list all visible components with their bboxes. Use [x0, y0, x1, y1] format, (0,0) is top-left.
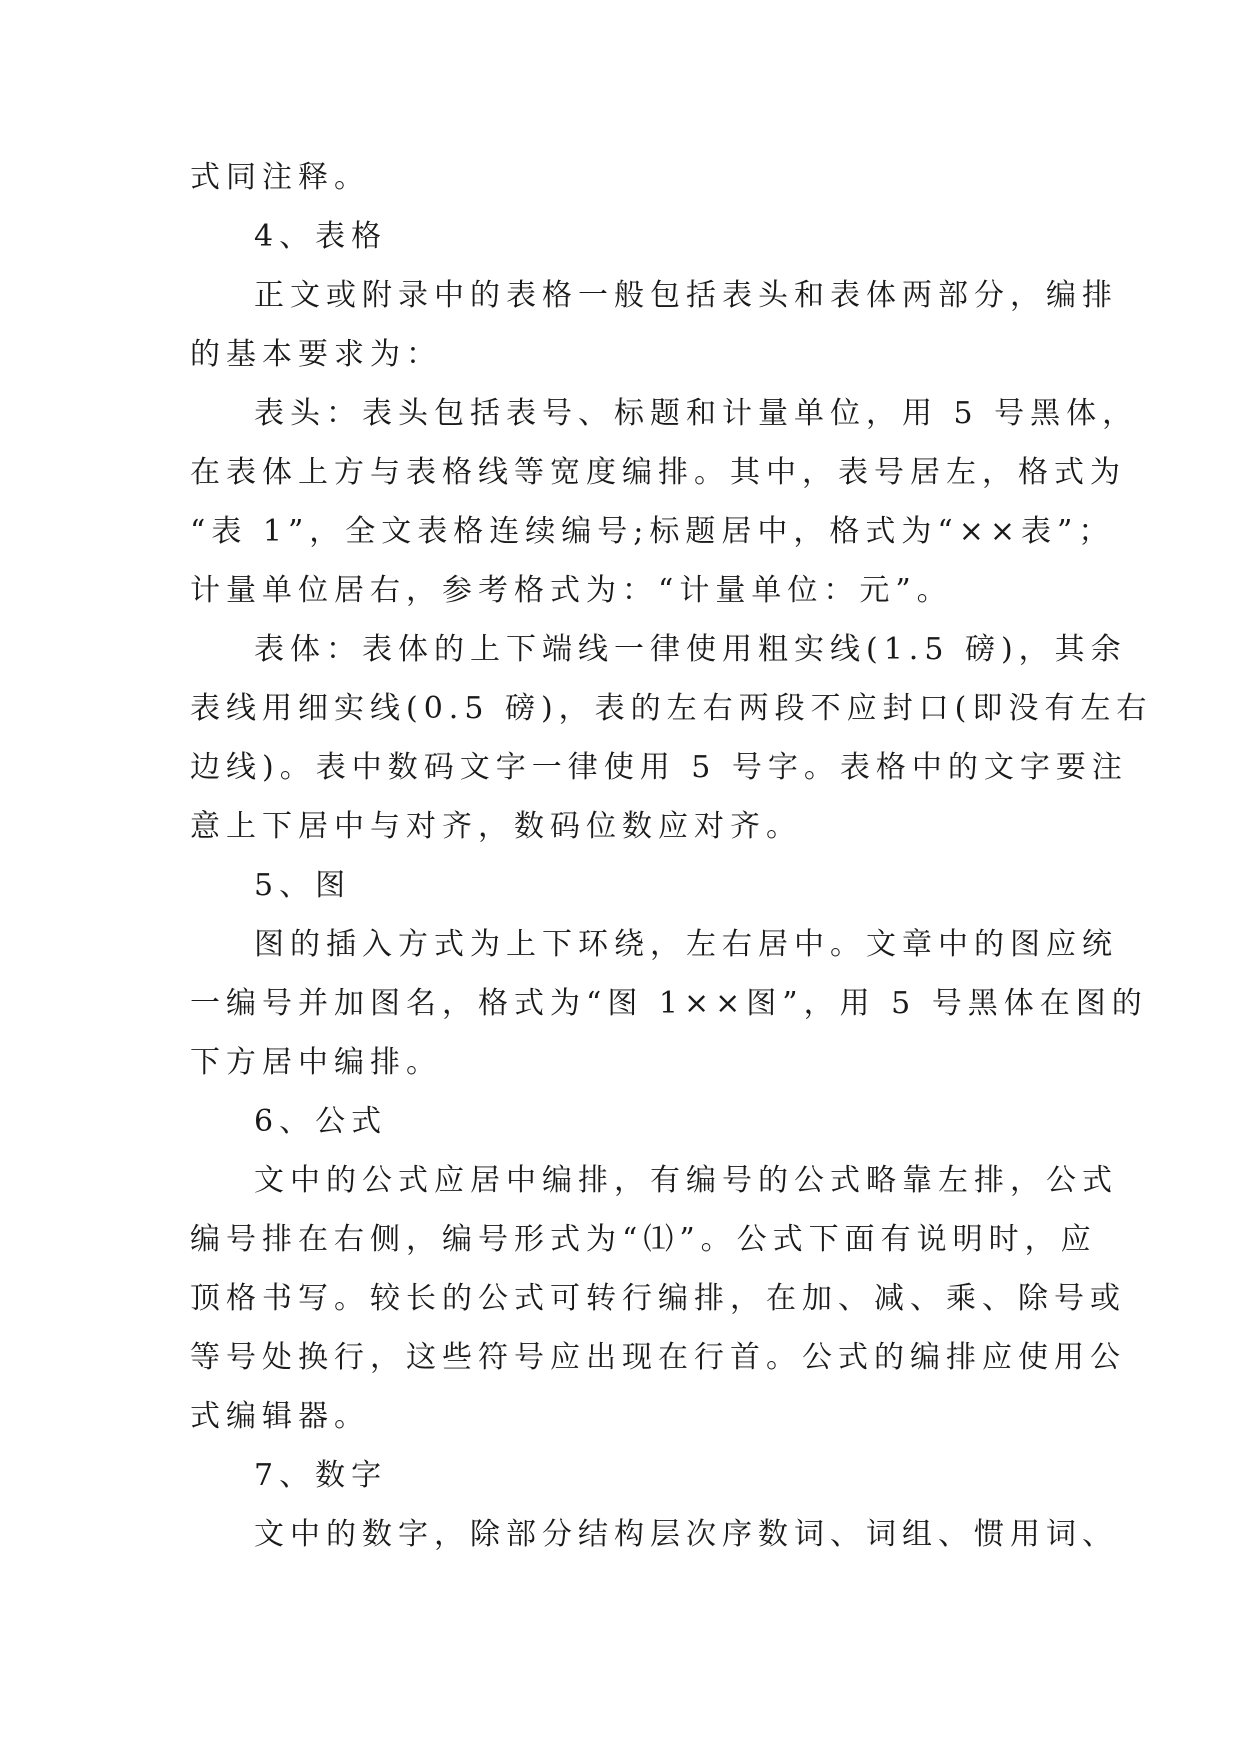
text-line: 在表体上方与表格线等宽度编排。其中，表号居左，格式为 [190, 455, 1126, 490]
document-body [190, 148, 1153, 1564]
text-line: 计量单位居右，参考格式为：“计量单位：元”。 [190, 573, 953, 608]
text-line: 表体：表体的上下端线一律使用粗实线(1.5 磅)，其余 [254, 632, 1127, 667]
text-line: 表头：表头包括表号、标题和计量单位，用 5 号黑体， [254, 396, 1139, 431]
text-line: 顶格书写。较长的公式可转行编排，在加、减、乘、除号或 [190, 1281, 1126, 1316]
text-line: 编号排在右侧，编号形式为“⑴”。公式下面有说明时，应 [190, 1222, 1097, 1257]
text-line: 的基本要求为： [190, 337, 442, 372]
text-line: 一编号并加图名，格式为“图 1××图”，用 5 号黑体在图的 [190, 986, 1148, 1021]
text-line: 下方居中编排。 [190, 1045, 442, 1080]
text-line: 等号处换行，这些符号应出现在行首。公式的编排应使用公 [190, 1340, 1126, 1375]
text-line: 文中的数字，除部分结构层次序数词、词组、惯用词、 [254, 1517, 1118, 1552]
text-line: 正文或附录中的表格一般包括表头和表体两部分，编排 [254, 278, 1118, 313]
text-line: 文中的公式应居中编排，有编号的公式略靠左排，公式 [254, 1163, 1118, 1198]
text-line: 意上下居中与对齐，数码位数应对齐。 [190, 809, 802, 844]
section-heading: 5、图 [254, 868, 352, 903]
text-line: 图的插入方式为上下环绕，左右居中。文章中的图应统 [254, 927, 1118, 962]
text-line: 表线用细实线(0.5 磅)，表的左右两段不应封口(即没有左右 [190, 691, 1153, 726]
text-line: 边线)。表中数码文字一律使用 5 号字。表格中的文字要注 [190, 750, 1128, 785]
text-line: 式同注释。 [190, 160, 370, 195]
section-heading: 4、表格 [254, 219, 388, 254]
text-line: 式编辑器。 [190, 1399, 370, 1434]
section-heading: 6、公式 [254, 1104, 388, 1139]
section-heading: 7、数字 [254, 1458, 388, 1493]
text-line: “表 1”，全文表格连续编号;标题居中，格式为“××表”； [190, 514, 1115, 549]
